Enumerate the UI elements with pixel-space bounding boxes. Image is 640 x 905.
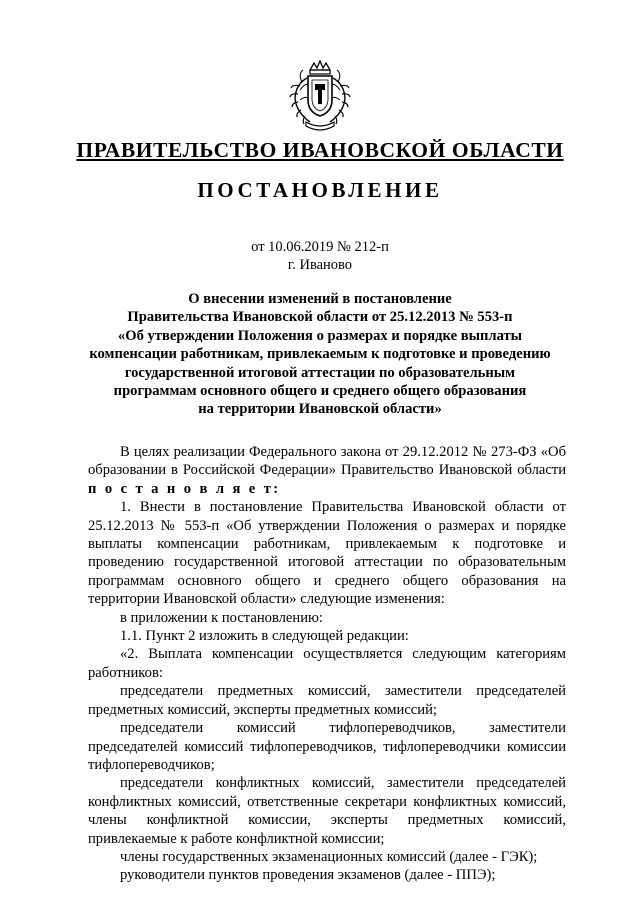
title-line: на территории Ивановской области»: [198, 401, 442, 418]
intro-text: В целях реализации Федерального закона от 29.12.2012 № 273-ФЗ «Об образовании в Российской Федерации» Правительство Ивановской области: [88, 444, 566, 479]
title-line: О внесении изменений в постановление: [188, 291, 452, 307]
title-line: государственной итоговой аттестации по образовательным: [124, 364, 516, 381]
item-1-paragraph: 1. Внести в постановление Правительства Ивановской области от 25.12.2013 № 553-п «Об утверждении Положения о размерах и порядке выплаты компенсации работникам, привлекаемым к подготовке и проведению государственной итоговой аттестации по образовательным программам основного общего и среднего общего образования на территории Ивановской области» следующие изменения:: [88, 499, 566, 608]
coat-of-arms-icon: [288, 60, 352, 132]
date-number: от 10.06.2019 № 212-п: [251, 239, 389, 255]
item-1-1-paragraph: 1.1. Пункт 2 изложить в следующей редакции:: [120, 628, 409, 645]
title-line: компенсации работникам, привлекаемым к подготовке и проведению: [89, 346, 551, 363]
point-2-paragraph: «2. Выплата компенсации осуществляется следующим категориям работников:: [88, 646, 566, 681]
category-item: председатели конфликтных комиссий, заместители председателей конфликтных комиссий, ответственные секретари конфликтных комиссий, члены конфликтной комиссии, эксперты предметных комиссий, привлекаемые к работе конфликтной комиссии;: [88, 775, 566, 847]
title-line: программам основного общего и среднего общего образования: [113, 383, 527, 400]
intro-paragraph: [88, 443, 566, 498]
title-line: «Об утверждении Положения о размерах и порядке выплаты: [117, 327, 523, 344]
city: г. Иваново: [287, 257, 353, 273]
category-item: руководители пунктов проведения экзаменов (далее - ППЭ);: [120, 867, 496, 884]
appendix-paragraph: в приложении к постановлению:: [120, 609, 323, 626]
organization-name: ПРАВИТЕЛЬСТВО ИВАНОВСКОЙ ОБЛАСТИ: [76, 138, 564, 162]
category-item: председатели предметных комиссий, заместители председателей предметных комиссий, эксперты предметных комиссий;: [88, 683, 566, 718]
resolves-word: п о с т а н о в л я е т:: [88, 480, 281, 497]
categories-list: [88, 682, 566, 884]
title-line: Правительства Ивановской области от 25.12.2013 № 553-п: [127, 309, 513, 326]
category-item: члены государственных экзаменационных комиссий (далее - ГЭК);: [120, 848, 538, 865]
document-title: [70, 290, 570, 419]
date-and-number-block: [0, 238, 640, 274]
document-body: [88, 443, 566, 885]
document-type: ПОСТАНОВЛЕНИЕ: [197, 178, 443, 202]
category-item: председатели комиссий тифлопереводчиков, заместители председателей комиссий тифлопереводчиков, тифлопереводчики комиссии тифлопереводчиков;: [88, 720, 566, 773]
